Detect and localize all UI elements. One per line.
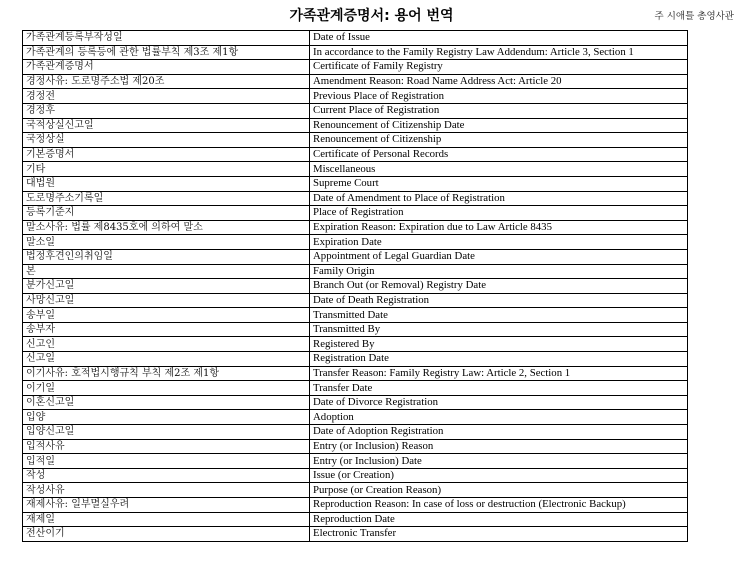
english-translation: Date of Amendment to Place of Registration [310,191,688,206]
korean-term: 이혼신고일 [23,395,310,410]
korean-term: 이기일 [23,381,310,396]
table-row [23,498,688,513]
glossary-table [22,30,688,542]
glossary-body [23,31,688,542]
table-row [23,293,688,308]
english-translation: Entry (or Inclusion) Date [310,454,688,469]
korean-term: 입양신고일 [23,425,310,440]
table-row [23,45,688,60]
english-translation: Reproduction Reason: In case of loss or destruction (Electronic Backup) [310,498,688,513]
korean-term: 대법원 [23,176,310,191]
english-translation: Family Origin [310,264,688,279]
english-translation: Current Place of Registration [310,103,688,118]
english-translation: Transfer Date [310,381,688,396]
english-translation: Adoption [310,410,688,425]
table-row [23,337,688,352]
korean-term: 재제일 [23,512,310,527]
table-row [23,395,688,410]
english-translation: Issue (or Creation) [310,468,688,483]
korean-term: 국정상실 [23,133,310,148]
english-translation: Supreme Court [310,176,688,191]
english-translation: Place of Registration [310,206,688,221]
korean-term: 말소사유: 법률 제8435호에 의하여 말소 [23,220,310,235]
table-row [23,249,688,264]
english-translation: Amendment Reason: Road Name Address Act: Article 20 [310,74,688,89]
table-row [23,279,688,294]
korean-term: 가족관계증명서 [23,60,310,75]
table-row [23,425,688,440]
korean-term: 본 [23,264,310,279]
korean-term: 분가신고일 [23,279,310,294]
table-row [23,147,688,162]
english-translation: Purpose (or Creation Reason) [310,483,688,498]
english-translation: Certificate of Family Registry [310,60,688,75]
korean-term: 사망신고일 [23,293,310,308]
english-translation: Transmitted Date [310,308,688,323]
korean-term: 경정후 [23,103,310,118]
korean-term: 등록기준지 [23,206,310,221]
english-translation: Previous Place of Registration [310,89,688,104]
table-row [23,512,688,527]
table-row [23,103,688,118]
table-row [23,527,688,542]
table-row [23,191,688,206]
table-row [23,454,688,469]
korean-term: 경정전 [23,89,310,104]
table-row [23,352,688,367]
table-row [23,206,688,221]
english-translation: Renouncement of Citizenship Date [310,118,688,133]
table-row [23,176,688,191]
korean-term: 국적상실신고일 [23,118,310,133]
english-translation: Date of Divorce Registration [310,395,688,410]
english-translation: Date of Issue [310,31,688,46]
korean-term: 입적일 [23,454,310,469]
table-row [23,133,688,148]
korean-term: 기타 [23,162,310,177]
english-translation: Entry (or Inclusion) Reason [310,439,688,454]
english-translation: Miscellaneous [310,162,688,177]
korean-term: 이기사유: 호적법시행규칙 부칙 제2조 제1항 [23,366,310,381]
table-row [23,60,688,75]
table-row [23,264,688,279]
english-translation: Expiration Date [310,235,688,250]
table-row [23,381,688,396]
page-title: 가족관계증명서: 용어 번역 [289,8,454,24]
english-translation: Electronic Transfer [310,527,688,542]
english-translation: Date of Death Registration [310,293,688,308]
english-translation: Registered By [310,337,688,352]
table-row [23,439,688,454]
english-translation: Expiration Reason: Expiration due to Law Article 8435 [310,220,688,235]
table-row [23,31,688,46]
table-row [23,308,688,323]
english-translation: Renouncement of Citizenship [310,133,688,148]
table-row [23,322,688,337]
table-row [23,410,688,425]
korean-term: 법정후견인의취임일 [23,249,310,264]
table-row [23,468,688,483]
korean-term: 입적사유 [23,439,310,454]
table-row [23,74,688,89]
korean-term: 전산이기 [23,527,310,542]
english-translation: Transmitted By [310,322,688,337]
korean-term: 가족관계의 등록등에 관한 법률부칙 제3조 제1항 [23,45,310,60]
korean-term: 작성사유 [23,483,310,498]
table-row [23,162,688,177]
korean-term: 말소일 [23,235,310,250]
table-row [23,366,688,381]
korean-term: 작성 [23,468,310,483]
table-row [23,118,688,133]
korean-term: 기본증명서 [23,147,310,162]
english-translation: Transfer Reason: Family Registry Law: Article 2, Section 1 [310,366,688,381]
korean-term: 송부일 [23,308,310,323]
korean-term: 도로명주소기록일 [23,191,310,206]
korean-term: 가족관계등록부작성일 [23,31,310,46]
english-translation: Reproduction Date [310,512,688,527]
korean-term: 경정사유: 도로명주소법 제20조 [23,74,310,89]
korean-term: 입양 [23,410,310,425]
english-translation: Registration Date [310,352,688,367]
korean-term: 신고일 [23,352,310,367]
korean-term: 재제사유: 일부멸실우려 [23,498,310,513]
table-row [23,220,688,235]
table-row [23,235,688,250]
korean-term: 송부자 [23,322,310,337]
english-translation: In accordance to the Family Registry Law Addendum: Article 3, Section 1 [310,45,688,60]
table-row [23,89,688,104]
english-translation: Date of Adoption Registration [310,425,688,440]
document-header [0,0,743,30]
english-translation: Branch Out (or Removal) Registry Date [310,279,688,294]
english-translation: Appointment of Legal Guardian Date [310,249,688,264]
korean-term: 신고인 [23,337,310,352]
english-translation: Certificate of Personal Records [310,147,688,162]
table-row [23,483,688,498]
issuer-label: 주 시애틀 총영사관 [654,11,734,22]
